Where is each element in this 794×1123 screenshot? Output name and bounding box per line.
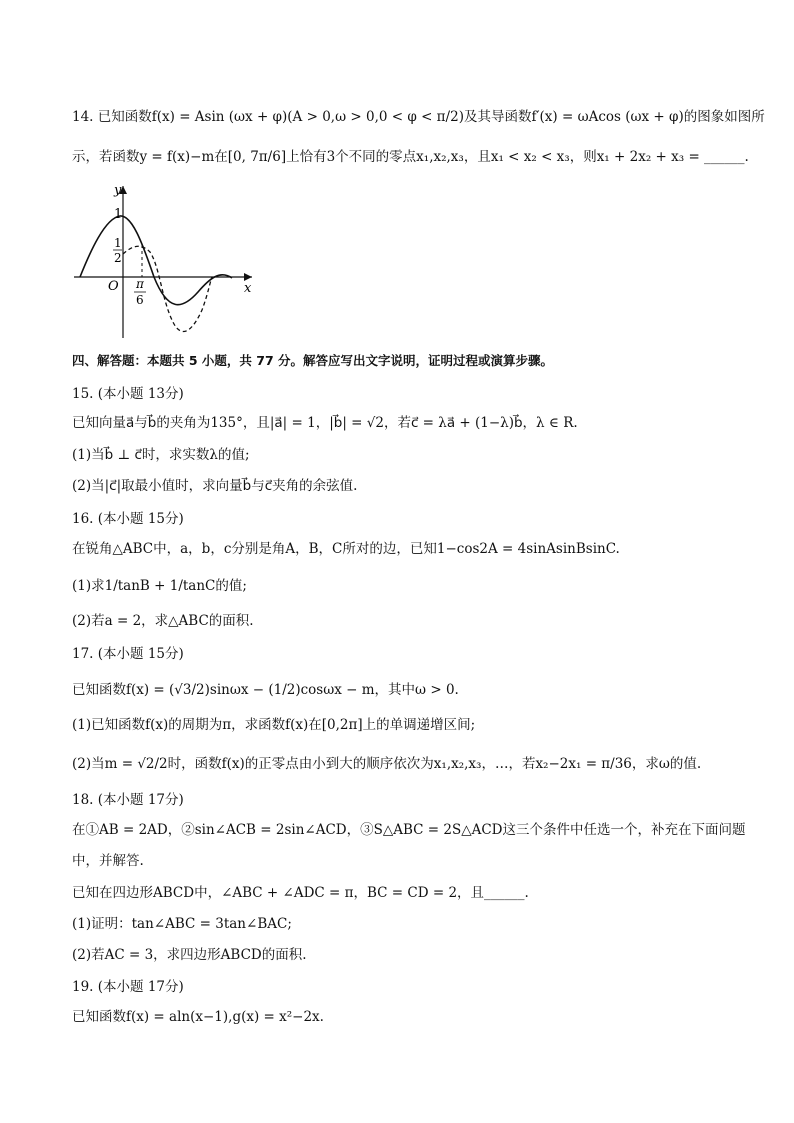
tick-label-pi6-num: π	[136, 277, 144, 291]
problem-16-title: 16. (本小题 15分)	[72, 511, 184, 527]
problem-19-title: 19. (本小题 17分)	[72, 979, 184, 995]
curve-f	[80, 216, 232, 305]
function-graph	[70, 182, 260, 340]
x-axis-arrow	[244, 273, 252, 281]
problem-18-q1: (1)证明：tan∠ABC = 3tan∠BAC;	[72, 916, 292, 932]
problem-16-q2: (2)若a = 2，求△ABC的面积.	[72, 613, 254, 629]
problem-17-title: 17. (本小题 15分)	[72, 646, 184, 662]
problem-14-line-2: 示，若函数y = f(x)−m在[0, 7π/6]上恰有3个不同的零点x₁,x₂,x₃，且x₁ < x₂ < x₃，则x₁ + 2x₂ + x₃ = ______.	[72, 149, 749, 165]
section-4-heading: 四、解答题：本题共 5 小题，共 77 分。解答应写出文字说明，证明过程或演算步骤。	[72, 353, 554, 368]
problem-15-q2: (2)当|c⃗|取最小值时，求向量b⃗与c⃗夹角的余弦值.	[72, 478, 358, 494]
problem-15-title: 15. (本小题 13分)	[72, 386, 184, 402]
y-axis-label: y	[114, 183, 122, 198]
x-axis-label: x	[244, 281, 252, 296]
origin-label: O	[108, 279, 119, 294]
problem-17-q2: (2)当m = √2/2时，函数f(x)的正零点由小到大的顺序依次为x₁,x₂,x₃，…，若x₂−2x₁ = π/36，求ω的值.	[72, 756, 702, 772]
problem-19-stem: 已知函数f(x) = aln(x−1),g(x) = x²−2x.	[72, 1009, 324, 1025]
tick-label-half-num: 1	[114, 236, 122, 250]
tick-label-pi6-den: 6	[136, 293, 144, 307]
problem-18-q2: (2)若AC = 3，求四边形ABCD的面积.	[72, 947, 307, 963]
tick-label-half-den: 2	[114, 251, 122, 265]
problem-17-q1: (1)已知函数f(x)的周期为π，求函数f(x)在[0,2π]上的单调递增区间;	[72, 717, 476, 733]
tick-label-one: 1	[114, 207, 123, 222]
problem-18-stem-3: 已知在四边形ABCD中，∠ABC + ∠ADC = π，BC = CD = 2，且______.	[72, 885, 529, 901]
problem-18-stem-1: 在①AB = 2AD，②sin∠ACB = 2sin∠ACD，③S△ABC = 2S△ACD这三个条件中任选一个，补充在下面问题	[72, 822, 746, 838]
problem-16-q1: (1)求1/tanB + 1/tanC的值;	[72, 578, 247, 594]
problem-14-line-1: 14. 已知函数f(x) = Asin (ωx + φ)(A > 0,ω > 0,0 < φ < π/2)及其导函数f′(x) = ωAcos (ωx + φ)的图象如图所	[72, 109, 765, 125]
problem-18-stem-2: 中，并解答.	[72, 853, 144, 869]
problem-18-title: 18. (本小题 17分)	[72, 792, 184, 808]
problem-15-stem: 已知向量a⃗与b⃗的夹角为135°，且|a⃗| = 1，|b⃗| = √2，若c⃗ = λa⃗ + (1−λ)b⃗，λ ∈ R.	[72, 415, 578, 431]
problem-16-stem: 在锐角△ABC中，a，b，c分别是角A，B，C所对的边，已知1−cos2A = 4sinAsinBsinC.	[72, 541, 620, 557]
problem-15-q1: (1)当b⃗ ⊥ c⃗时，求实数λ的值;	[72, 447, 250, 463]
problem-17-stem: 已知函数f(x) = (√3/2)sinωx − (1/2)cosωx − m，其中ω > 0.	[72, 682, 459, 698]
